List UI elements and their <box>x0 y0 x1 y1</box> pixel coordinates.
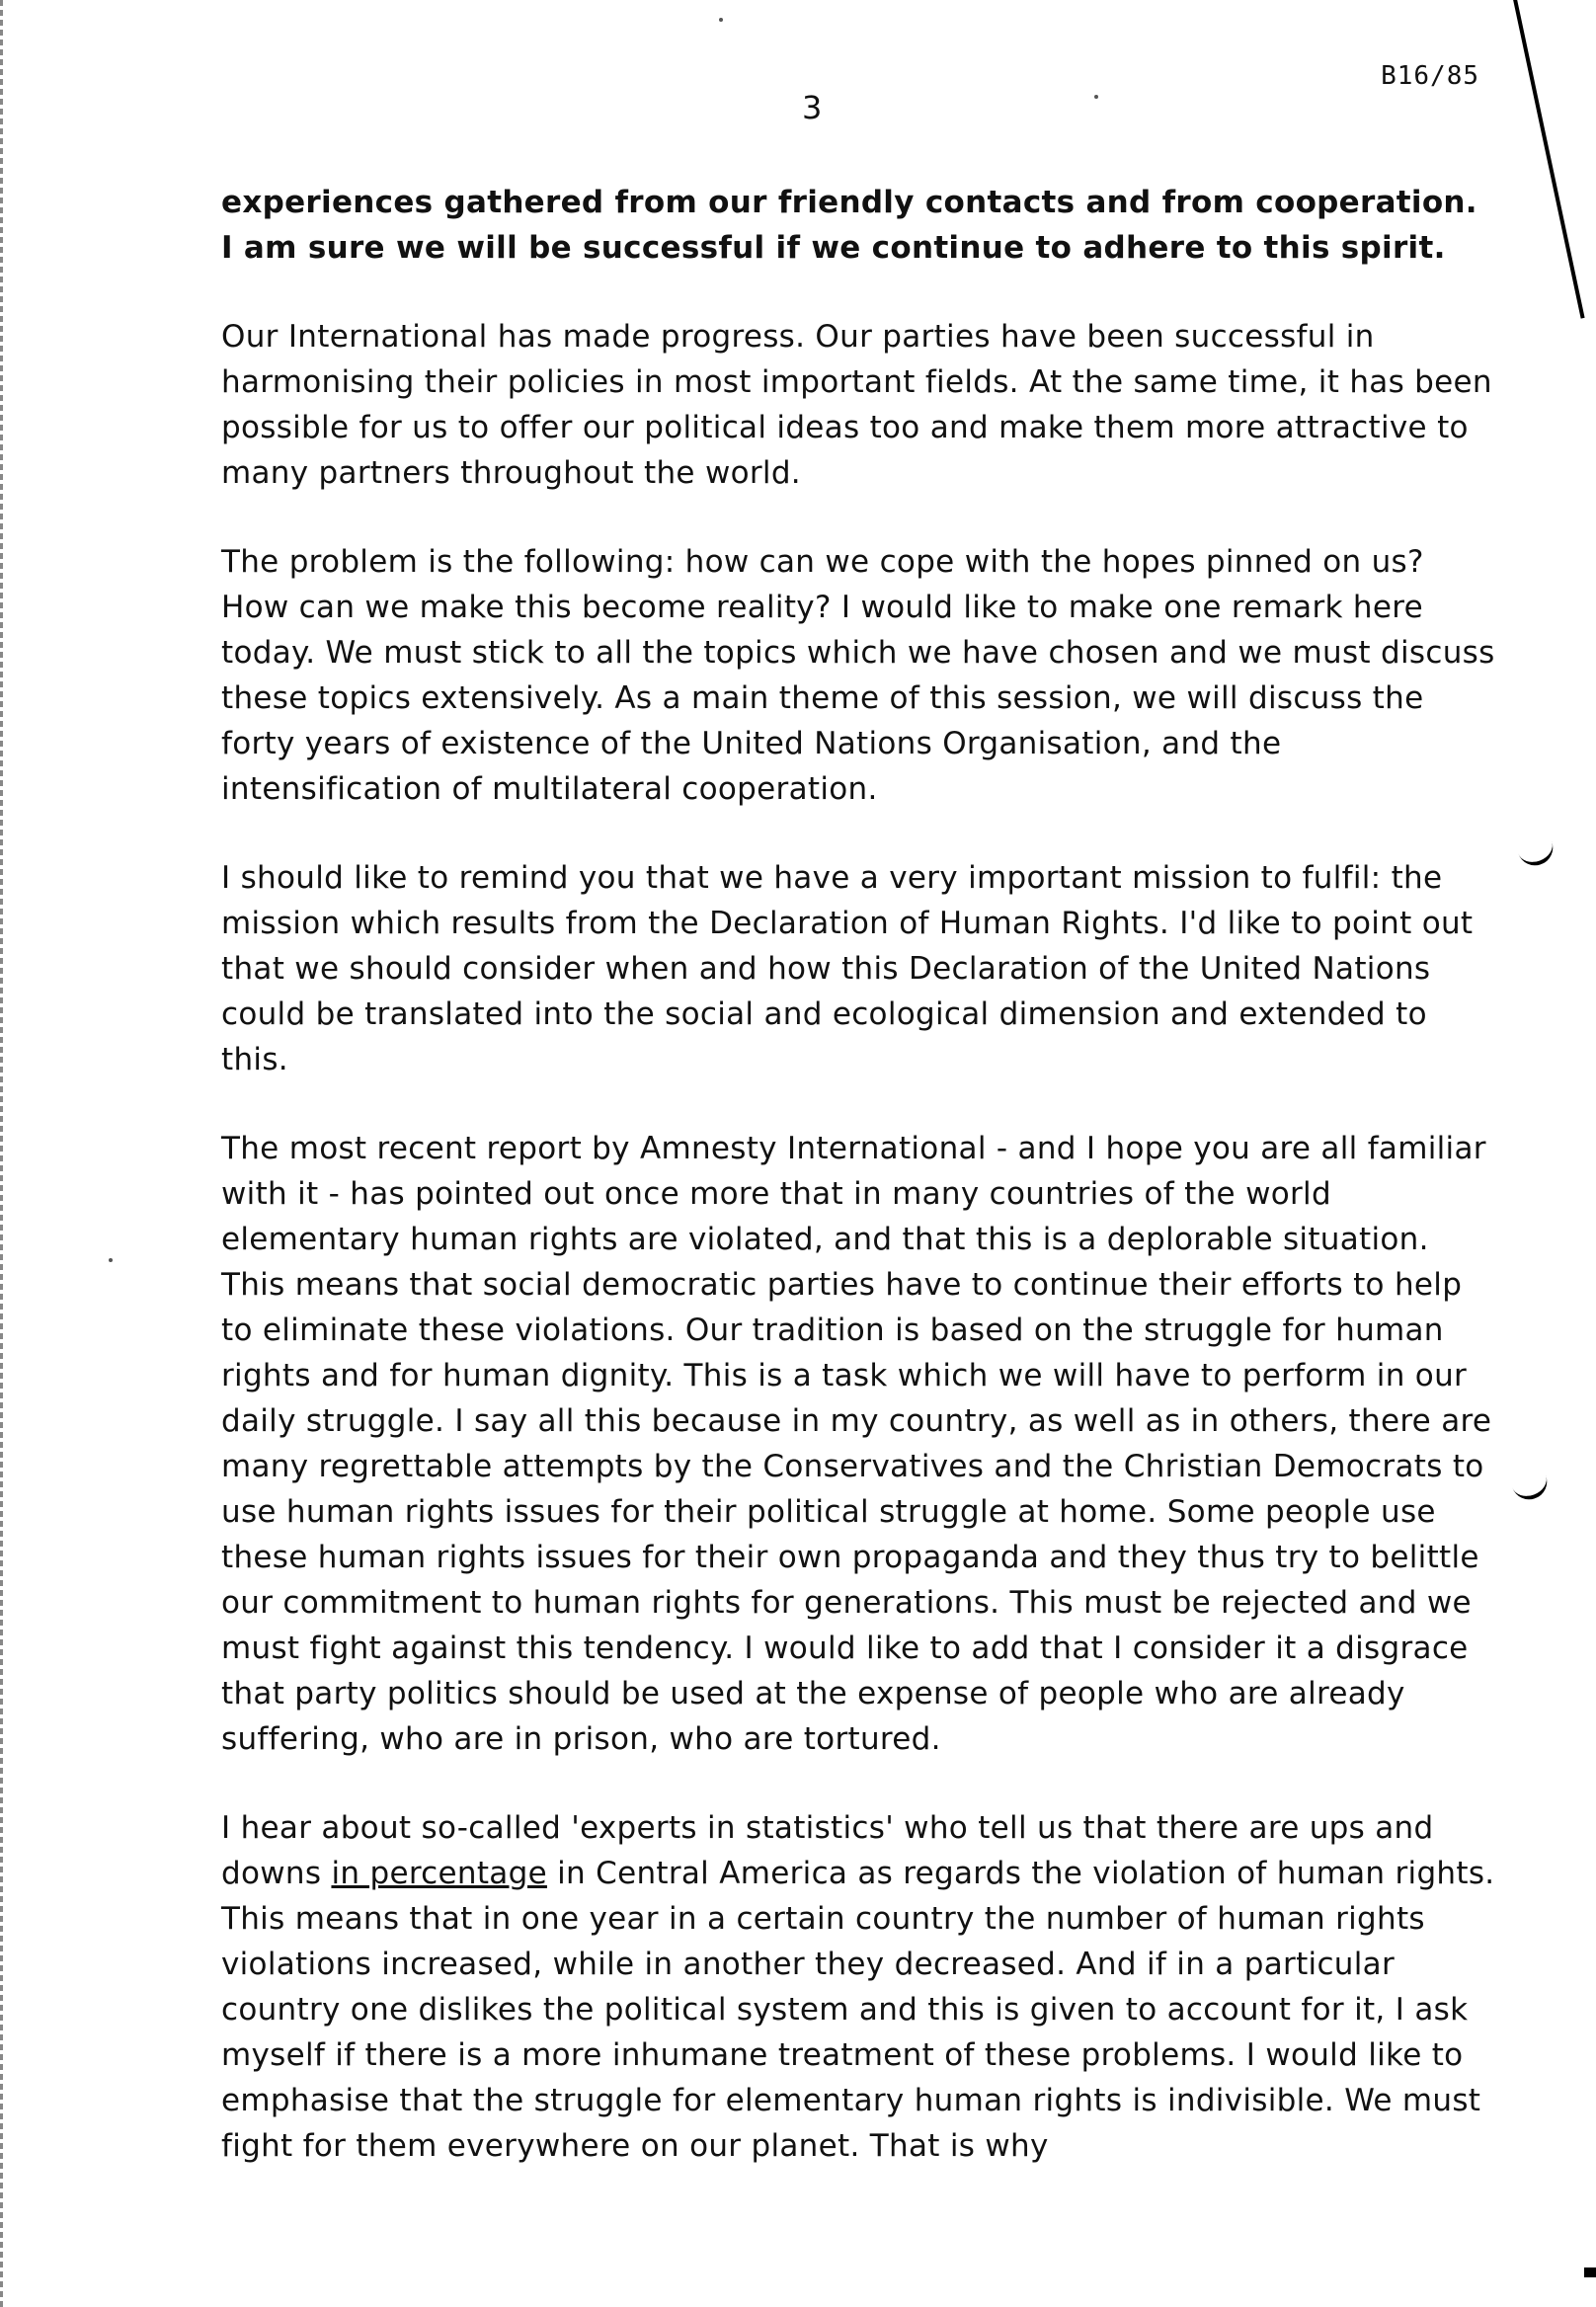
margin-check-mark <box>1510 1469 1553 1505</box>
scan-corner-mark <box>1584 2267 1596 2277</box>
margin-check-mark <box>1516 835 1558 871</box>
scan-left-edge <box>0 0 3 2307</box>
document-reference: B16/85 <box>1381 61 1479 91</box>
document-body <box>221 180 1495 2212</box>
paragraph: The most recent report by Amnesty International - and I hope you are all familiar with it - has pointed out once more that in many countries of the world elementary human rights are violated, and that this is a deplorable situation. This means that social democratic parties have to continue their efforts to help to eliminate these violations. Our tradition is based on the struggle for human rights and for human dignity. This is a task which we will have to perform in our daily struggle. I say all this because in my country, as well as in others, there are many regrettable attempts by the Conservatives and the Christian Democrats to use human rights issues for their political struggle at home. Some people use these human rights issues for their own propaganda and they thus try to belittle our commitment to human rights for generations. This must be rejected and we must fight against this tendency. I would like to add that I consider it a disgrace that party politics should be used at the expense of people who are already suffering, who are in prison, who are tortured. <box>221 1131 1492 1757</box>
page-number: 3 <box>802 89 823 126</box>
paragraph-text: I hear about so-called 'experts in statistics' who tell us that there are ups and downs <box>221 1810 1434 1891</box>
underlined-phrase: in percentage <box>331 1856 547 1891</box>
scan-speck <box>109 1258 113 1262</box>
scan-speck <box>719 18 723 22</box>
paragraph: I should like to remind you that we have a very important mission to fulfil: the mission which results from the Declaration of Human Rights. I'd like to point out that we should consider when and how this Declaration of the United Nations could be translated into the social and ecological dimension and extended to this. <box>221 860 1474 1077</box>
paragraph: experiences gathered from our friendly contacts and from cooperation. I am sure we will be successful if we continue to adhere to this spirit. <box>221 185 1477 266</box>
paragraph <box>221 1805 1495 2169</box>
margin-pen-stroke <box>1511 0 1585 319</box>
paragraph: Our International has made progress. Our parties have been successful in harmonising their policies in most important fields. At the same time, it has been possible for us to offer our political ideas too and make them more attractive to many partners throughout the world. <box>221 319 1492 491</box>
scan-speck <box>1094 95 1098 99</box>
paragraph-text: in Central America as regards the violation of human rights. This means that in one year in a certain country the number of human rights violations increased, while in another they decreased. And if in a particular country one dislikes the political system and this is given to account for it, I ask myself if there is a more inhumane treatment of these problems. I would like to emphasise that the struggle for elementary human rights is indivisible. We must fight for them everywhere on our planet. That is why <box>221 1856 1495 2164</box>
paragraph: The problem is the following: how can we cope with the hopes pinned on us? How can we make this become reality? I would like to make one remark here today. We must stick to all the topics which we have chosen and we must discuss these topics extensively. As a main theme of this session, we will discuss the forty years of existence of the United Nations Organisation, and the intensification of multilateral cooperation. <box>221 544 1495 807</box>
